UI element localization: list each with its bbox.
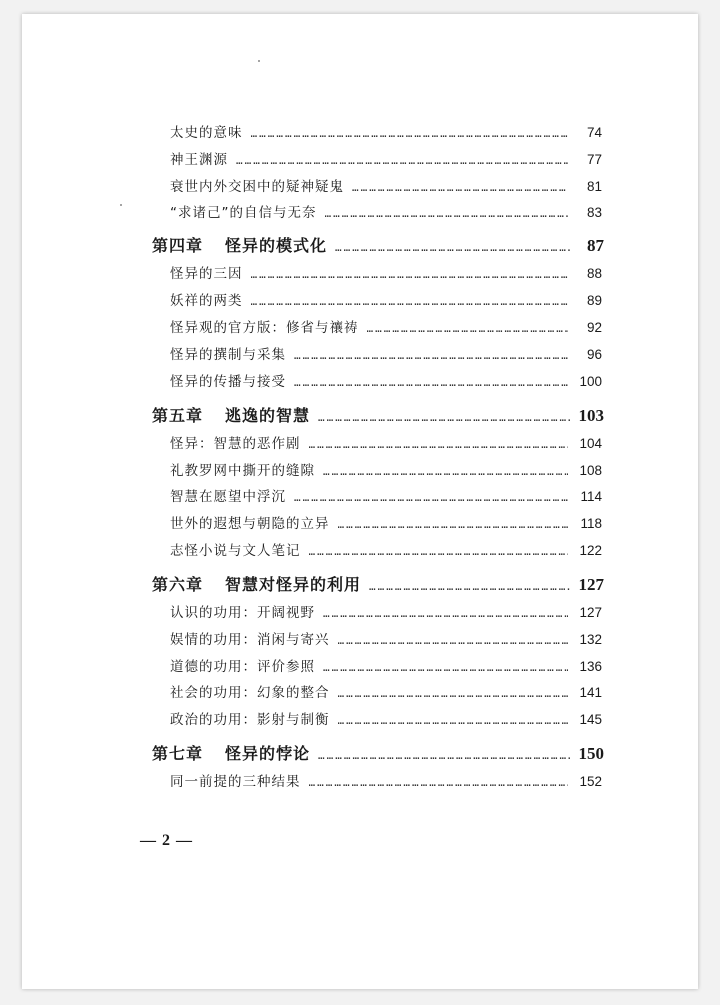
toc-entry-title: 娱情的功用：消闲与寄兴 (170, 632, 330, 648)
toc-entry[interactable] (170, 370, 602, 390)
table-of-contents (22, 14, 698, 989)
dot-leader (318, 411, 570, 424)
chapter-number: 第六章 (152, 575, 204, 594)
toc-entry[interactable] (170, 289, 602, 309)
toc-entry[interactable] (170, 316, 602, 336)
dot-leader (323, 607, 568, 620)
chapter-number: 第五章 (152, 406, 204, 425)
toc-entry-page: 152 (579, 774, 602, 789)
toc-entry-title: 衰世内外交困中的疑神疑鬼 (170, 179, 344, 195)
toc-entry-title: 怪异的撰制与采集 (170, 347, 286, 363)
toc-entry-page: 88 (586, 266, 602, 281)
chapter-title: 怪异的悖论 (225, 744, 311, 763)
dot-leader (323, 661, 568, 674)
toc-entry-page: 127 (579, 605, 602, 620)
toc-entry-page: 81 (586, 179, 602, 194)
toc-entry-title: 政治的功用：影射与制衡 (170, 712, 330, 728)
toc-entry-page: 122 (579, 543, 602, 558)
toc-entry-page: 145 (579, 712, 602, 727)
dot-leader (338, 714, 569, 727)
toc-entry[interactable] (170, 262, 602, 282)
chapter-number: 第七章 (152, 744, 204, 763)
toc-entry-title: 怪异观的官方版：修省与禳祷 (170, 320, 359, 336)
dot-leader (294, 491, 568, 504)
toc-entry-title: 妖祥的两类 (170, 293, 243, 309)
dot-leader (251, 127, 569, 140)
chapter-page: 150 (578, 744, 604, 763)
page-number: — 2 — (140, 832, 193, 849)
toc-entry-title: 太史的意味 (170, 125, 243, 141)
toc-entry-page: 77 (586, 152, 602, 167)
toc-chapter-heading[interactable] (152, 741, 604, 764)
toc-entry-title: 道德的功用：评价参照 (170, 659, 315, 675)
dot-leader (338, 634, 569, 647)
chapter-title: 智慧对怪异的利用 (225, 575, 362, 594)
toc-entry-page: 118 (580, 516, 602, 531)
toc-entry[interactable] (170, 148, 602, 168)
chapter-page: 103 (578, 406, 604, 425)
toc-entry-page: 136 (579, 659, 602, 674)
toc-chapter-heading[interactable] (152, 403, 604, 426)
toc-entry[interactable] (170, 459, 602, 479)
dot-leader (294, 349, 568, 362)
dot-leader (309, 438, 569, 451)
dot-leader (251, 268, 569, 281)
paper-speck (258, 60, 260, 62)
toc-entry[interactable] (170, 770, 602, 790)
toc-entry-title: 礼教罗网中撕开的缝隙 (170, 463, 315, 479)
toc-entry[interactable] (170, 175, 602, 195)
toc-entry-title: 认识的功用：开阔视野 (170, 605, 315, 621)
toc-entry-page: 92 (586, 320, 602, 335)
toc-entry-page: 74 (586, 125, 602, 140)
toc-entry-page: 89 (586, 293, 602, 308)
dot-leader (325, 207, 569, 220)
toc-entry-title: 怪异的传播与接受 (170, 374, 286, 390)
toc-entry-page: 114 (580, 489, 602, 504)
chapter-title: 逃逸的智慧 (225, 406, 311, 425)
chapter-number: 第四章 (152, 236, 204, 255)
toc-entry-page: 100 (579, 374, 602, 389)
toc-entry[interactable] (170, 655, 602, 675)
dot-leader (335, 241, 570, 254)
toc-entry[interactable] (170, 601, 602, 621)
dot-leader (309, 545, 569, 558)
toc-entry[interactable] (170, 512, 602, 532)
dot-leader (251, 295, 569, 308)
dot-leader (318, 749, 570, 762)
dot-leader (338, 687, 569, 700)
dot-leader (294, 376, 568, 389)
toc-entry-title: 同一前提的三种结果 (170, 774, 301, 790)
chapter-title: 怪异的模式化 (225, 236, 328, 255)
toc-entry-title: 怪异的三因 (170, 266, 243, 282)
toc-entry[interactable] (170, 432, 602, 452)
toc-entry-title: 神王渊源 (170, 152, 228, 168)
dot-leader (323, 465, 568, 478)
chapter-page: 87 (587, 236, 604, 255)
toc-entry-title: 智慧在愿望中浮沉 (170, 489, 286, 505)
toc-entry-title: “求诸己”的自信与无奈 (170, 205, 317, 221)
dot-leader (352, 181, 568, 194)
toc-entry-title: 世外的遐想与朝隐的立异 (170, 516, 330, 532)
toc-entry[interactable] (170, 343, 602, 363)
toc-entry[interactable] (170, 681, 602, 701)
toc-entry-page: 132 (579, 632, 602, 647)
toc-entry[interactable] (170, 539, 602, 559)
paper-speck (120, 204, 122, 206)
toc-chapter-heading[interactable] (152, 233, 604, 256)
book-page (22, 14, 698, 989)
toc-chapter-heading[interactable] (152, 572, 604, 595)
toc-entry[interactable] (170, 201, 602, 221)
chapter-page: 127 (578, 575, 604, 594)
toc-entry[interactable] (170, 485, 602, 505)
dot-leader (309, 776, 569, 789)
toc-entry[interactable] (170, 121, 602, 141)
toc-entry-title: 怪异：智慧的恶作剧 (170, 436, 301, 452)
toc-entry-page: 104 (579, 436, 602, 451)
toc-entry-page: 96 (586, 347, 602, 362)
toc-entry-page: 108 (579, 463, 602, 478)
toc-entry[interactable] (170, 628, 602, 648)
toc-entry-title: 社会的功用：幻象的整合 (170, 685, 330, 701)
toc-entry-page: 141 (579, 685, 602, 700)
dot-leader (369, 580, 570, 593)
dot-leader (367, 322, 569, 335)
toc-entry[interactable] (170, 708, 602, 728)
toc-entry-page: 83 (586, 205, 602, 220)
dot-leader (236, 154, 568, 167)
dot-leader (338, 518, 569, 531)
toc-entry-title: 志怪小说与文人笔记 (170, 543, 301, 559)
